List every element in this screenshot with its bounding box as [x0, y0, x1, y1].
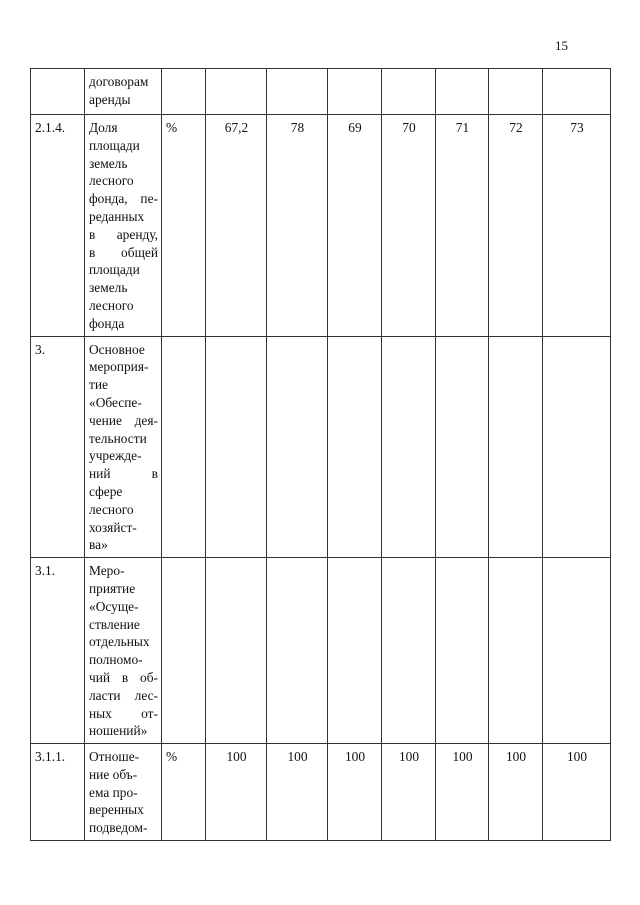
indicator-name-cell: [85, 744, 162, 841]
indicator-name-cell: [85, 558, 162, 744]
value-cell: [543, 336, 611, 558]
indicator-name-line: «Обеспе-: [89, 394, 142, 410]
value-cell: 78: [267, 115, 328, 337]
indicator-name-line: тельности: [89, 430, 147, 446]
indicator-name-line: чий в об-: [89, 669, 158, 685]
indicator-name-line: ва»: [89, 537, 108, 553]
value-cell: 72: [489, 115, 543, 337]
value-cell: [328, 69, 382, 115]
value-cell: [543, 69, 611, 115]
indicator-name-line: земель: [89, 280, 128, 296]
indicator-name-cell: [85, 336, 162, 558]
indicator-name-line: ние объ-: [89, 766, 138, 782]
indicator-name-line: приятие: [89, 580, 136, 596]
value-cell: [489, 69, 543, 115]
row-number-cell: [31, 69, 85, 115]
indicator-name-line: лесного: [89, 501, 134, 517]
table-row: [31, 336, 611, 558]
value-cell: 100: [328, 744, 382, 841]
indicator-name-line: площади: [89, 137, 140, 153]
table-body: [31, 69, 611, 841]
indicator-name-line: ний в: [89, 466, 158, 482]
indicator-name-cell: [85, 69, 162, 115]
indicator-name-line: подведом-: [89, 820, 148, 836]
indicator-name-line: договорам: [89, 74, 149, 89]
value-cell: [436, 558, 489, 744]
unit-cell: [162, 69, 206, 115]
value-cell: [489, 336, 543, 558]
unit-cell: [162, 558, 206, 744]
value-cell: 100: [206, 744, 267, 841]
indicator-name-line: тие: [89, 377, 108, 393]
unit-cell: %: [162, 744, 206, 841]
indicator-name-line: полномо-: [89, 652, 143, 668]
indicator-name-line: площади: [89, 262, 140, 278]
value-cell: 100: [382, 744, 436, 841]
value-cell: [267, 558, 328, 744]
indicator-name-cell: [85, 115, 162, 337]
value-cell: [382, 336, 436, 558]
indicator-name-line: ема про-: [89, 784, 138, 800]
table-row: [31, 115, 611, 337]
value-cell: [206, 336, 267, 558]
table-row: [31, 558, 611, 744]
indicator-name-line: Основное: [89, 341, 145, 357]
value-cell: [267, 336, 328, 558]
value-cell: 100: [267, 744, 328, 841]
indicator-name-line: лесного: [89, 173, 134, 189]
indicator-name-line: чение дея-: [89, 412, 158, 428]
value-cell: 67,2: [206, 115, 267, 337]
value-cell: [543, 558, 611, 744]
indicators-table: [30, 68, 611, 841]
indicator-name-line: Отноше-: [89, 749, 140, 765]
row-number-cell: 3.1.: [31, 558, 85, 744]
value-cell: 100: [436, 744, 489, 841]
indicator-name-line: земель: [89, 155, 128, 171]
indicator-name-line: аренды: [89, 91, 131, 107]
value-cell: 73: [543, 115, 611, 337]
indicator-name-line: мероприя-: [89, 359, 149, 375]
indicator-name-line: Доля: [89, 120, 118, 135]
indicator-name-line: лесного: [89, 297, 134, 313]
row-number-cell: 3.1.1.: [31, 744, 85, 841]
value-cell: [328, 558, 382, 744]
table-row: [31, 744, 611, 841]
value-cell: [489, 558, 543, 744]
indicator-name-line: сфере: [89, 483, 123, 499]
indicator-name-line: Меро-: [89, 563, 125, 579]
page-number: 15: [555, 38, 568, 53]
indicator-name-line: фонда: [89, 315, 125, 331]
value-cell: [436, 69, 489, 115]
value-cell: [328, 336, 382, 558]
indicator-name-line: в общей: [89, 244, 158, 260]
indicator-name-line: «Осуще-: [89, 598, 139, 614]
indicator-name-line: отдельных: [89, 634, 150, 650]
indicator-name-line: реданных: [89, 208, 145, 224]
row-number-cell: 3.: [31, 336, 85, 558]
indicator-name-line: учрежде-: [89, 448, 142, 464]
unit-cell: %: [162, 115, 206, 337]
value-cell: [436, 336, 489, 558]
indicator-name-line: ласти лес-: [89, 687, 158, 703]
row-number-cell: 2.1.4.: [31, 115, 85, 337]
value-cell: 100: [489, 744, 543, 841]
value-cell: [267, 69, 328, 115]
indicator-name-line: ных от-: [89, 705, 158, 721]
indicator-name-line: ствление: [89, 616, 140, 632]
indicator-name-line: ношений»: [89, 723, 148, 739]
value-cell: [382, 558, 436, 744]
value-cell: 70: [382, 115, 436, 337]
indicator-name-line: веренных: [89, 802, 144, 818]
value-cell: 71: [436, 115, 489, 337]
value-cell: 69: [328, 115, 382, 337]
table-row: [31, 69, 611, 115]
indicator-name-line: хозяйст-: [89, 519, 137, 535]
value-cell: [206, 69, 267, 115]
indicator-name-line: в аренду,: [89, 226, 158, 242]
value-cell: [206, 558, 267, 744]
indicator-name-line: фонда, пе-: [89, 191, 158, 207]
value-cell: 100: [543, 744, 611, 841]
value-cell: [382, 69, 436, 115]
unit-cell: [162, 336, 206, 558]
